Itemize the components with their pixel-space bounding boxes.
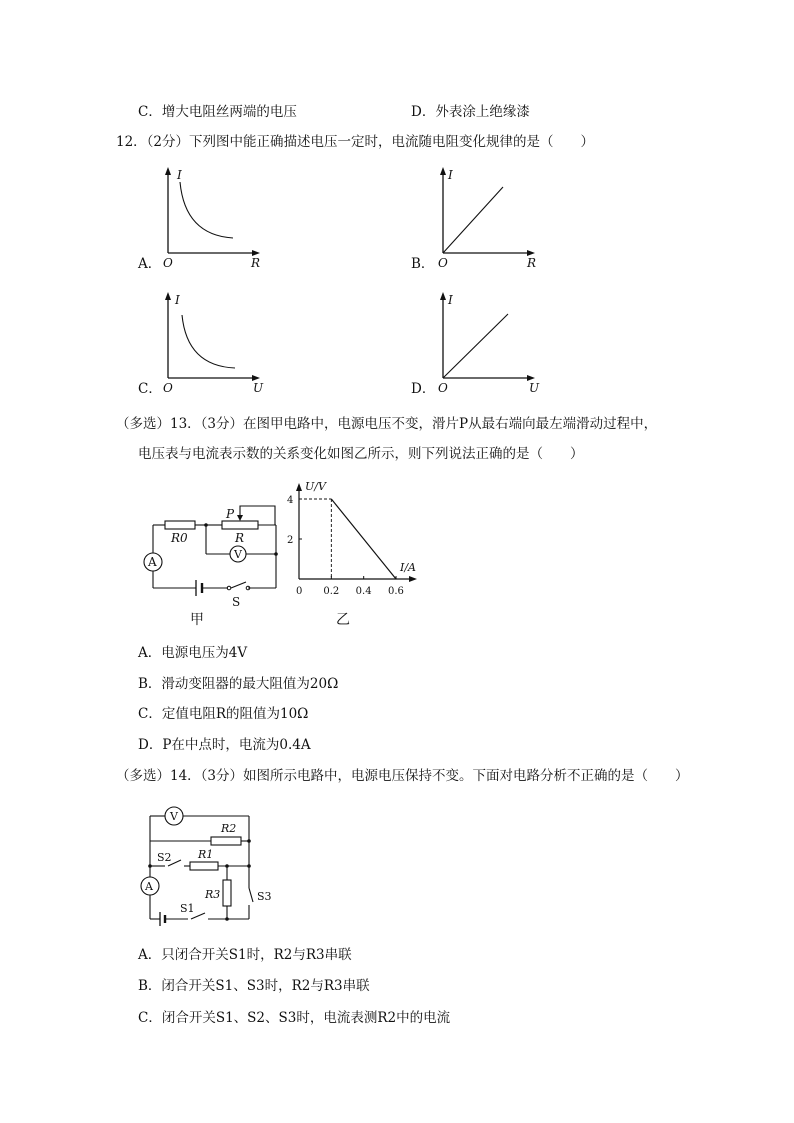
x-axis-label: R bbox=[527, 256, 537, 270]
ammeter-label: A bbox=[148, 555, 157, 569]
y-axis-label: I bbox=[448, 293, 453, 307]
q14-stem: （多选）14．（3分）如图所示电路中，电源电压保持不变。下面对电路分析不正确的是（ ） bbox=[116, 768, 689, 784]
label-s3: S3 bbox=[257, 890, 272, 903]
ammeter-label: A bbox=[145, 880, 153, 893]
x-tick-0.2: 0.2 bbox=[323, 586, 340, 597]
q11-option-d: D．外表涂上绝缘漆 bbox=[411, 104, 530, 120]
x-tick-0.6: 0.6 bbox=[388, 586, 404, 597]
origin-label: O bbox=[438, 256, 448, 270]
q12-option-b-letter: B． bbox=[411, 256, 435, 272]
x-axis-label: I/A bbox=[400, 561, 416, 574]
q13-circuit-jia bbox=[140, 500, 280, 640]
circuit-caption: 甲 bbox=[190, 612, 204, 628]
rheostat-r bbox=[222, 521, 258, 529]
voltmeter-label: V bbox=[170, 810, 178, 823]
q14-option-b: B．闭合开关S1、S3时，R2与R3串联 bbox=[138, 978, 370, 994]
q13-option-a: A．电源电压为4V bbox=[138, 645, 248, 661]
q13-stem-line1: （多选）13．（3分）在图甲电路中，电源电压不变，滑片P从最右端向最左端滑动过程中， bbox=[116, 416, 658, 432]
origin-tick: 0 bbox=[296, 586, 303, 597]
q13-option-c: C．定值电阻R的阻值为10Ω bbox=[138, 706, 309, 722]
q13-stem-line2: 电压表与电流表示数的关系变化如图乙所示，则下列说法正确的是（ ） bbox=[138, 446, 584, 462]
label-r: R bbox=[235, 531, 245, 545]
y-tick-2: 2 bbox=[287, 535, 294, 546]
q14-option-a: A．只闭合开关S1时，R2与R3串联 bbox=[138, 947, 352, 963]
q14-option-c: C．闭合开关S1、S2、S3时，电流表测R2中的电流 bbox=[138, 1010, 451, 1026]
label-r2: R2 bbox=[221, 822, 237, 835]
y-axis-label: I bbox=[448, 168, 453, 182]
r3-resistor bbox=[223, 880, 231, 906]
q12-graph-a bbox=[155, 165, 265, 275]
x-axis-label: U bbox=[529, 381, 540, 395]
graph-caption: 乙 bbox=[336, 612, 350, 628]
r1-resistor bbox=[190, 862, 218, 870]
q12-graph-b bbox=[430, 165, 540, 275]
q13-graph-yi bbox=[287, 478, 420, 628]
x-tick-0.4: 0.4 bbox=[355, 586, 372, 597]
label-r3: R3 bbox=[205, 888, 221, 901]
series-line bbox=[331, 499, 396, 579]
y-tick-4: 4 bbox=[287, 495, 294, 506]
label-s1: S1 bbox=[180, 902, 195, 915]
y-axis-label: U/V bbox=[305, 480, 326, 493]
q12-graph-d bbox=[430, 290, 540, 400]
label-r0: R0 bbox=[171, 531, 188, 545]
q12-option-c-letter: C． bbox=[138, 381, 162, 397]
origin-label: O bbox=[163, 381, 173, 395]
label-s2: S2 bbox=[157, 851, 172, 864]
x-axis-label: R bbox=[251, 256, 261, 270]
switch-label: S bbox=[232, 595, 241, 609]
voltmeter-label: V bbox=[234, 548, 242, 561]
q12-graph-c bbox=[155, 290, 265, 400]
origin-label: O bbox=[163, 256, 173, 270]
label-p: P bbox=[226, 507, 235, 521]
q11-option-c: C．增大电阻丝两端的电压 bbox=[138, 104, 297, 120]
q13-option-b: B．滑动变阻器的最大阻值为20Ω bbox=[138, 676, 339, 692]
q14-circuit bbox=[135, 802, 275, 927]
q12-option-a-letter: A． bbox=[138, 256, 162, 272]
q13-option-d: D．P在中点时，电流为0.4A bbox=[138, 737, 311, 753]
label-r1: R1 bbox=[198, 848, 214, 861]
q12-option-d-letter: D． bbox=[411, 381, 436, 397]
r0-resistor bbox=[165, 521, 195, 529]
q12-stem: 12．（2分）下列图中能正确描述电压一定时，电流随电阻变化规律的是（ ） bbox=[116, 134, 595, 150]
origin-label: O bbox=[438, 381, 448, 395]
r2-resistor bbox=[211, 837, 241, 845]
y-axis-label: I bbox=[177, 168, 182, 182]
x-axis-label: U bbox=[253, 381, 264, 395]
y-axis-label: I bbox=[175, 293, 180, 307]
